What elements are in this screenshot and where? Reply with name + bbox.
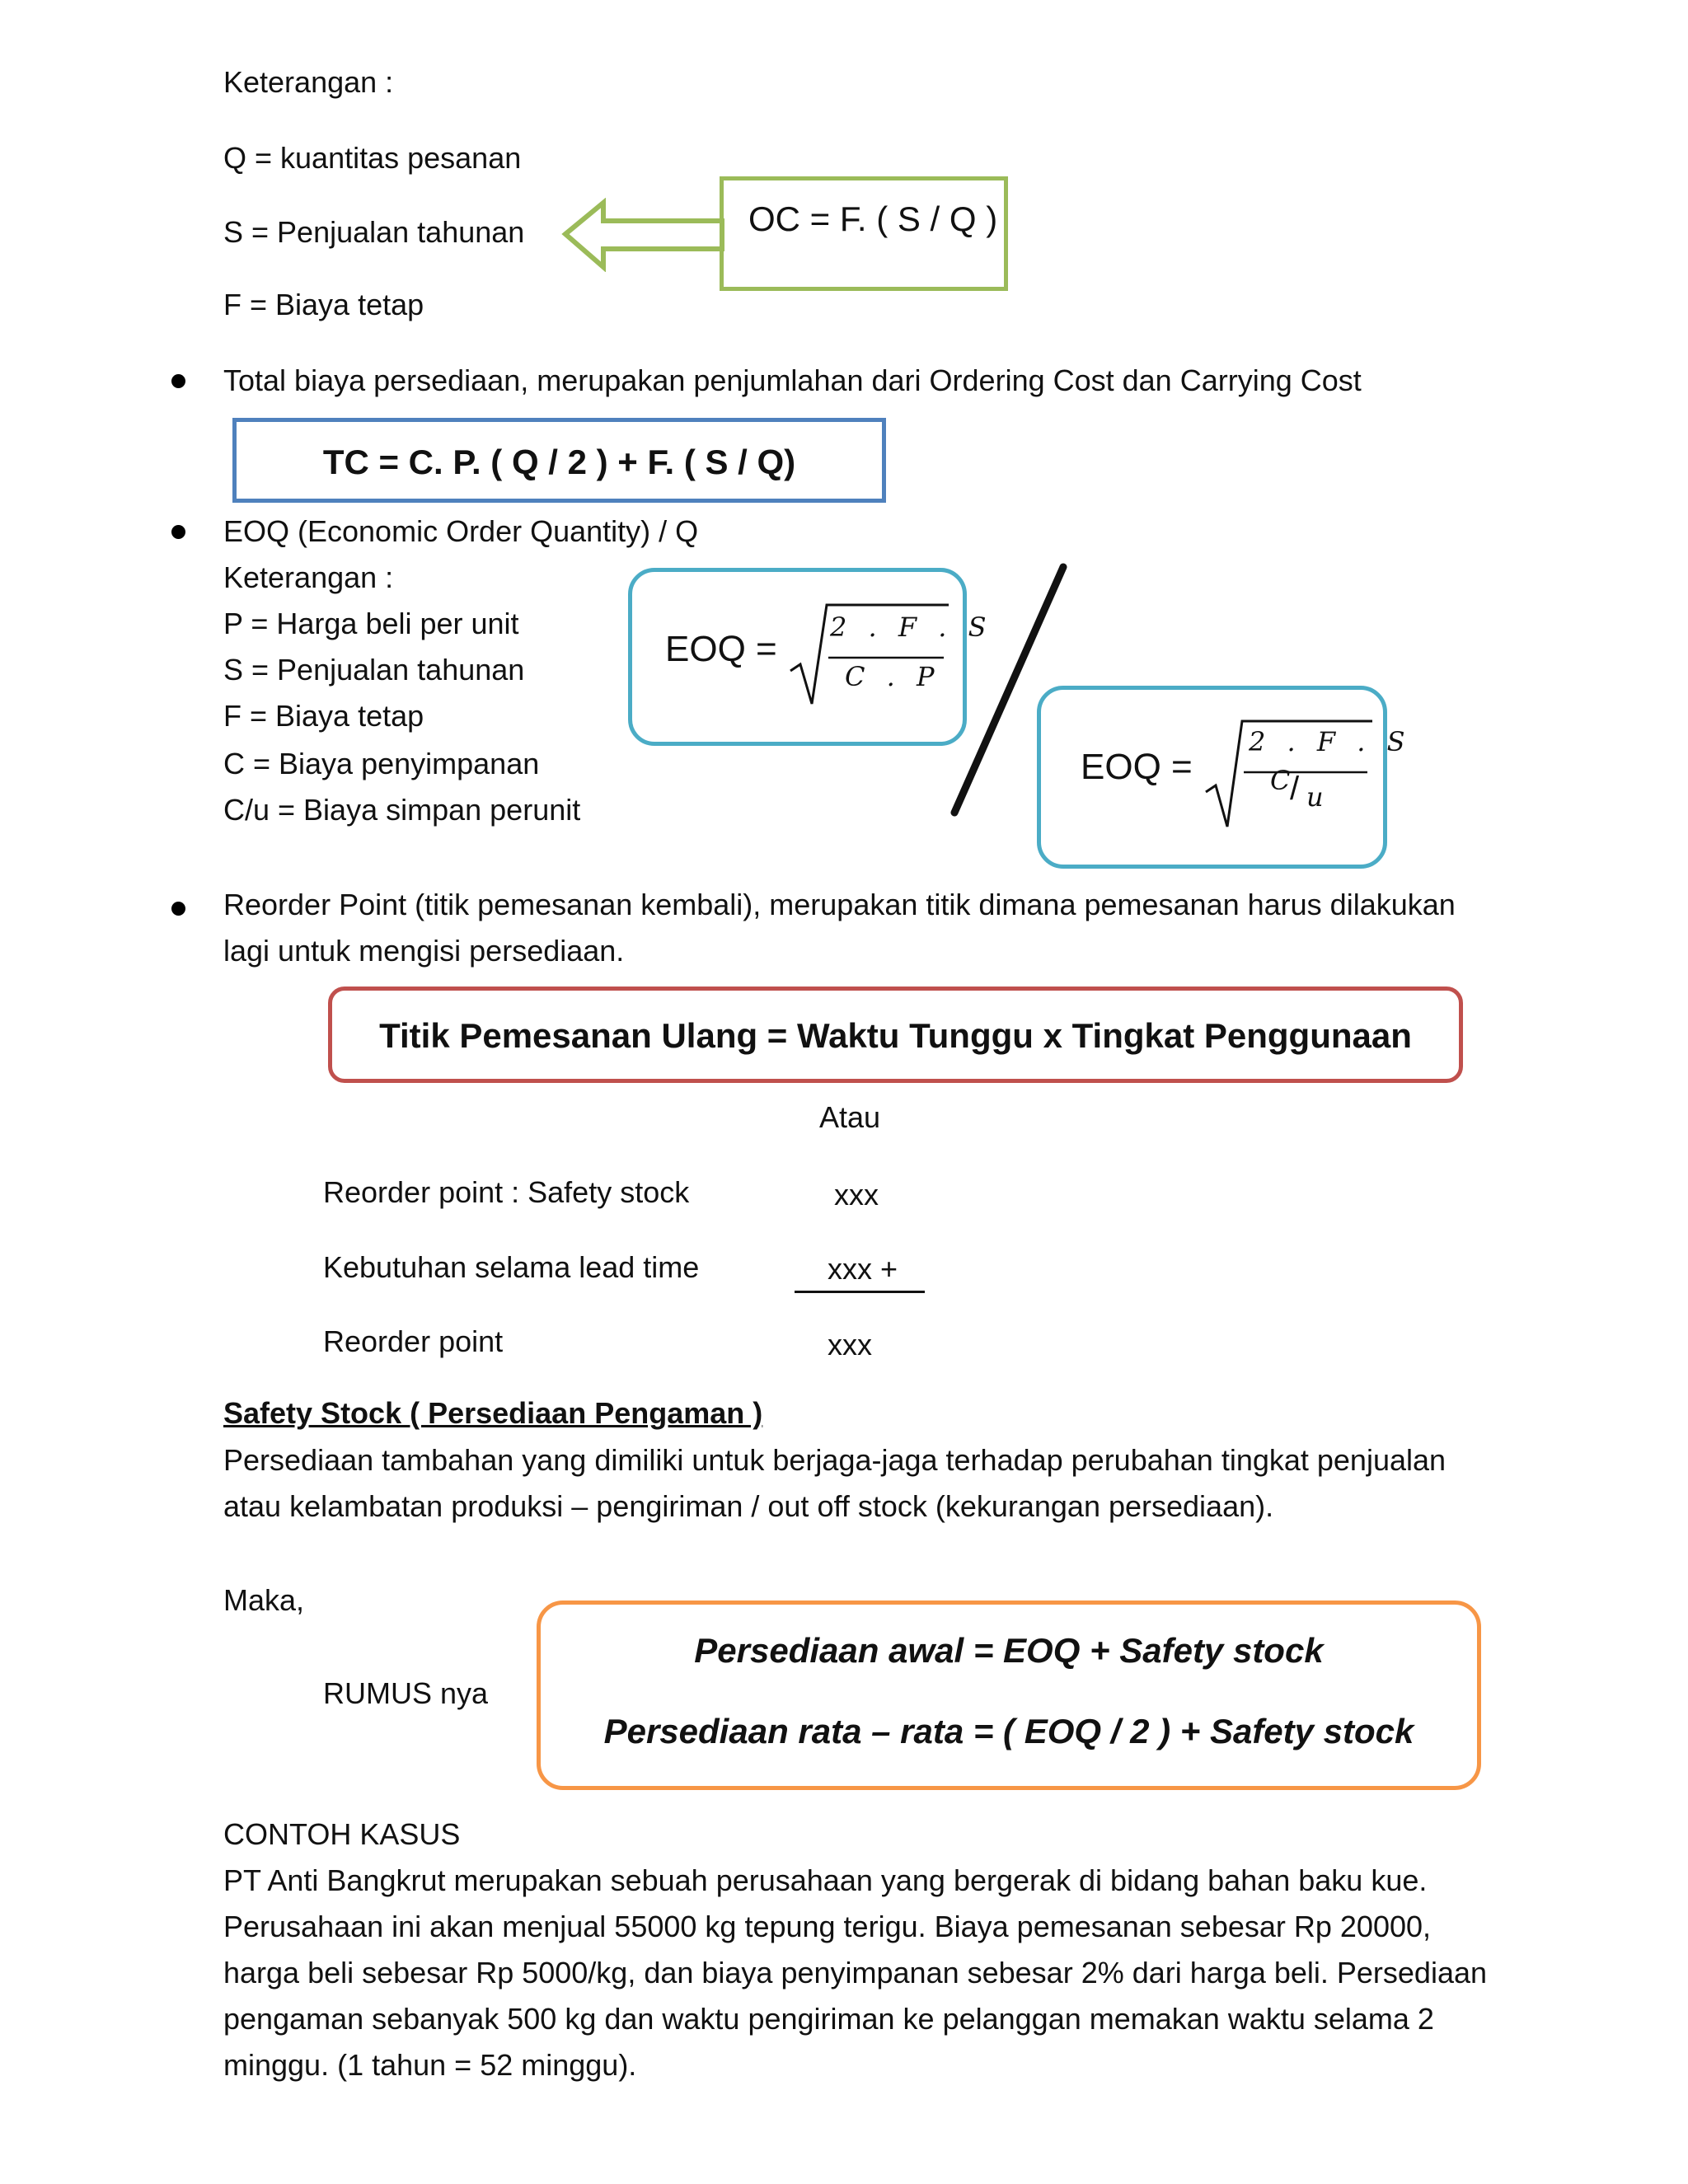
eoq-formula-box-2: [1037, 686, 1412, 869]
rumus-label: RUMUS nya: [323, 1676, 489, 1710]
eoq-heading: EOQ (Economic Order Quantity) / Q: [223, 514, 699, 548]
eoq-def-p: P = Harga beli per unit: [223, 607, 519, 640]
eoq-def-cu: C/u = Biaya simpan perunit: [223, 793, 581, 827]
reorder-text: Reorder Point (titik pemesanan kembali), merupakan titik dimana pemesanan harus dilakukan lagi untuk mengisi persediaan.: [223, 888, 1456, 968]
eoq-keterangan: Keterangan :: [223, 560, 394, 594]
contoh-heading: CONTOH KASUS: [223, 1817, 461, 1851]
bullet-icon: [171, 525, 185, 539]
safety-stock-heading: Safety Stock ( Persediaan Pengaman ): [223, 1396, 763, 1430]
row-label-leadtime: Kebutuhan selama lead time: [323, 1250, 700, 1284]
persediaan-rata-formula: Persediaan rata – rata = ( EOQ / 2 ) + Safety stock: [603, 1712, 1414, 1750]
maka-label: Maka,: [223, 1583, 305, 1617]
oc-formula: OC = F. ( S / Q ): [748, 199, 998, 238]
row-value-safety: xxx: [834, 1178, 879, 1212]
oc-formula-box: [720, 176, 1008, 291]
tc-formula-box: [232, 418, 886, 503]
reorder-formula: Titik Pemesanan Ulang = Waktu Tunggu x Tingkat Penggunaan: [379, 1016, 1412, 1055]
persediaan-formula-box: [537, 1601, 1481, 1790]
eoq-denominator-1: C . P: [845, 661, 941, 692]
keterangan-heading: Keterangan :: [223, 65, 394, 99]
bullet-icon: [171, 374, 185, 388]
row-label-reorder: Reorder point: [323, 1324, 504, 1358]
eoq-def-s: S = Penjualan tahunan: [223, 653, 525, 687]
tc-formula: TC = C. P. ( Q / 2 ) + F. ( S / Q): [322, 443, 796, 481]
total-cost-text: Total biaya persediaan, merupakan penjumlahan dari Ordering Cost dan Carrying Cost: [223, 363, 1362, 397]
fraction-slash: /: [1290, 771, 1300, 807]
left-arrow-icon: [560, 198, 725, 272]
def-q: Q = kuantitas pesanan: [223, 141, 522, 175]
eoq-def-c: C = Biaya penyimpanan: [223, 747, 540, 780]
row-value-reorder: xxx: [828, 1328, 872, 1361]
eoq-def-f: F = Biaya tetap: [223, 699, 424, 733]
eoq-numerator-1: 2 . F . S: [830, 612, 993, 643]
def-s: S = Penjualan tahunan: [223, 215, 525, 249]
eoq-denominator-c: C: [1270, 765, 1291, 796]
row-value-leadtime: xxx +: [828, 1252, 898, 1286]
eoq-numerator-2: 2 . F . S: [1249, 726, 1412, 757]
def-f: F = Biaya tetap: [223, 288, 424, 321]
reorder-formula-box: [328, 987, 1463, 1083]
sum-line: [795, 1291, 925, 1293]
eoq-label-1: EOQ =: [665, 629, 777, 669]
row-label-safety: Reorder point : Safety stock: [323, 1175, 690, 1209]
eoq-formula-box-1: [628, 568, 993, 746]
eoq-label-2: EOQ =: [1081, 747, 1193, 787]
atau-label: Atau: [819, 1100, 881, 1134]
safety-stock-text: Persediaan tambahan yang dimiliki untuk berjaga-jaga terhadap perubahan tingkat penjualan atau kelambatan produksi – pengiriman / out off stock (kekurangan persediaan).: [223, 1443, 1447, 1523]
bullet-icon: [171, 902, 185, 916]
contoh-text: PT Anti Bangkrut merupakan sebuah perusahaan yang bergerak di bidang bahan baku kue. Perusahaan ini akan menjual 55000 kg tepung terigu. Biaya pemesanan sebesar Rp 20000, harga beli sebesar Rp 5000/kg, dan biaya penyimpanan sebesar 2% dari harga beli. Persediaan pengaman sebanyak 500 kg dan waktu pengiriman ke pelanggan memakan waktu selama 2 minggu. (1 tahun = 52 minggu).: [223, 1863, 1488, 2082]
persediaan-awal-formula: Persediaan awal = EOQ + Safety stock: [694, 1631, 1324, 1670]
eoq-denominator-u: u: [1306, 781, 1324, 813]
